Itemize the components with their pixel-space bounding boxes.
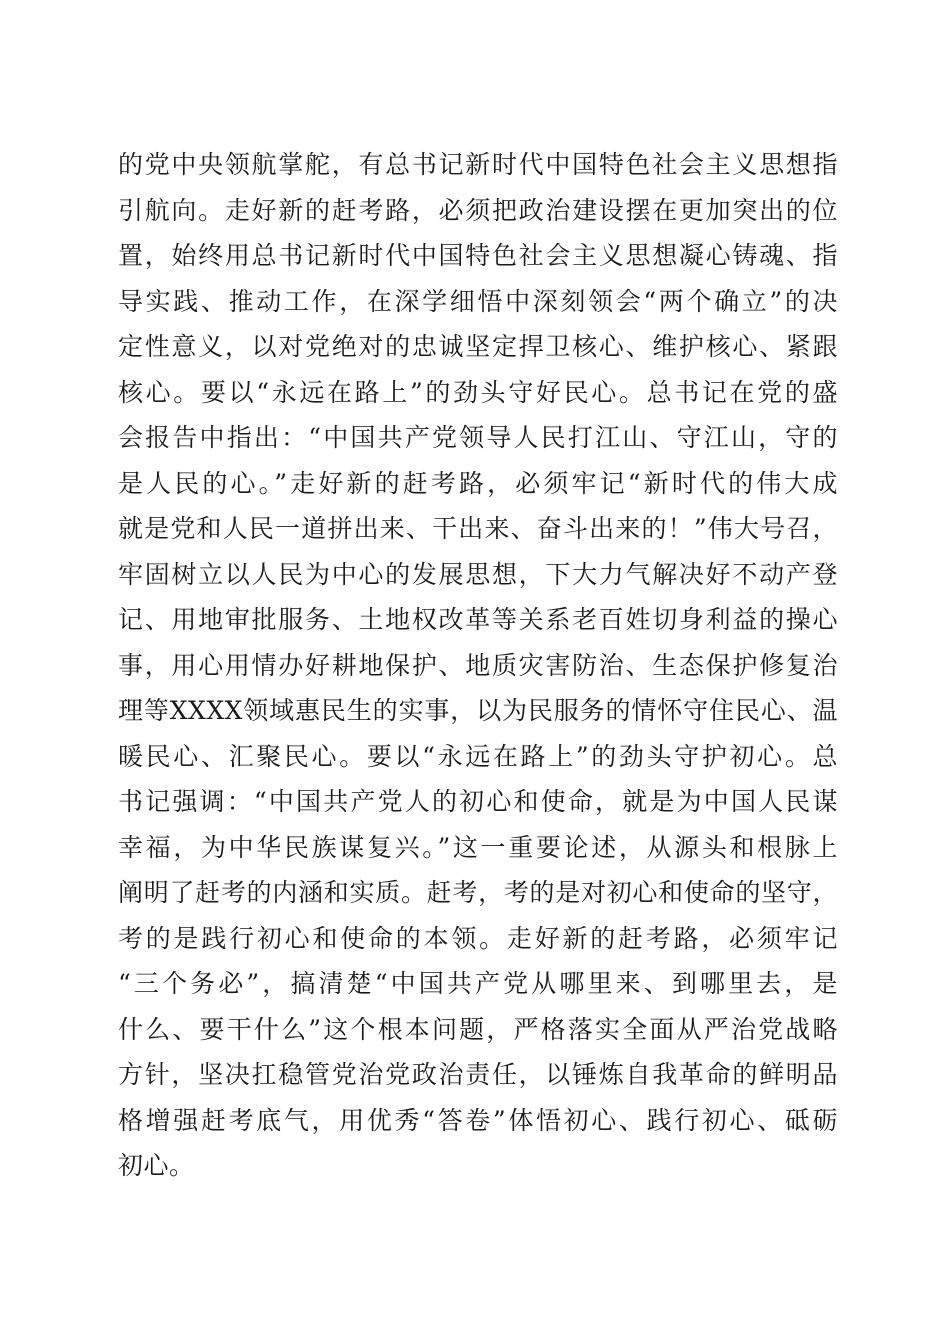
paragraph-line-8: 是人民的心。”走好新的赶考路，必须牢记“新时代的伟大成 bbox=[118, 468, 838, 498]
paragraph-line-6: 核心。要以“永远在路上”的劲头守好民心。总书记在党的盛 bbox=[118, 377, 838, 407]
paragraph-line-4: 导实践、推动工作，在深学细悟中深刻领会“两个确立”的决 bbox=[118, 286, 838, 316]
paragraph-line-10: 牢固树立以人民为中心的发展思想，下大力气解决好不动产登 bbox=[118, 559, 838, 589]
paragraph-line-11: 记、用地审批服务、土地权改革等关系老百姓切身利益的操心 bbox=[118, 605, 838, 634]
paragraph-line-14: 暖民心、汇聚民心。要以“永远在路上”的劲头守护初心。总 bbox=[118, 741, 838, 771]
paragraph-line-7: 会报告中指出：“中国共产党领导人民打江山、守江山，守的 bbox=[118, 423, 838, 452]
paragraph-line-19: “三个务必”，搞清楚“中国共产党从哪里来、到哪里去，是 bbox=[118, 969, 838, 998]
paragraph-line-9: 就是党和人民一道拼出来、干出来、奋斗出来的！”伟大号召， bbox=[118, 514, 838, 543]
paragraph-line-16: 幸福，为中华民族谋复兴。”这一重要论述，从源头和根脉上 bbox=[118, 832, 838, 862]
paragraph-line-3: 置，始终用总书记新时代中国特色社会主义思想凝心铸魂、指 bbox=[118, 241, 838, 270]
paragraph-line-1: 的党中央领航掌舵，有总书记新时代中国特色社会主义思想指 bbox=[118, 150, 838, 179]
paragraph-line-13: 理等XXXX领域惠民生的实事，以为民服务的情怀守住民心、温 bbox=[118, 696, 838, 725]
paragraph-line-15: 书记强调：“中国共产党人的初心和使命，就是为中国人民谋 bbox=[118, 787, 838, 816]
paragraph-line-21: 方针，坚决扛稳管党治党政治责任，以锤炼自我革命的鲜明品 bbox=[118, 1060, 838, 1089]
paragraph-line-22: 格增强赶考底气，用优秀“答卷”体悟初心、践行初心、砥砺 bbox=[118, 1105, 838, 1135]
paragraph-line-18: 考的是践行初心和使命的本领。走好新的赶考路，必须牢记 bbox=[118, 923, 838, 953]
paragraph-line-17: 阐明了赶考的内涵和实质。赶考，考的是对初心和使命的坚守， bbox=[118, 878, 838, 907]
paragraph-line-5: 定性意义，以对党绝对的忠诚坚定捍卫核心、维护核心、紧跟 bbox=[118, 332, 838, 361]
paragraph-line-12: 事，用心用情办好耕地保护、地质灾害防治、生态保护修复治 bbox=[118, 650, 838, 680]
body-paragraph bbox=[118, 142, 838, 1189]
paragraph-line-2: 引航向。走好新的赶考路，必须把政治建设摆在更加突出的位 bbox=[118, 195, 838, 225]
paragraph-line-20: 什么、要干什么”这个根本问题，严格落实全面从严治党战略 bbox=[118, 1014, 838, 1044]
paragraph-line-23: 初心。 bbox=[118, 1151, 195, 1180]
